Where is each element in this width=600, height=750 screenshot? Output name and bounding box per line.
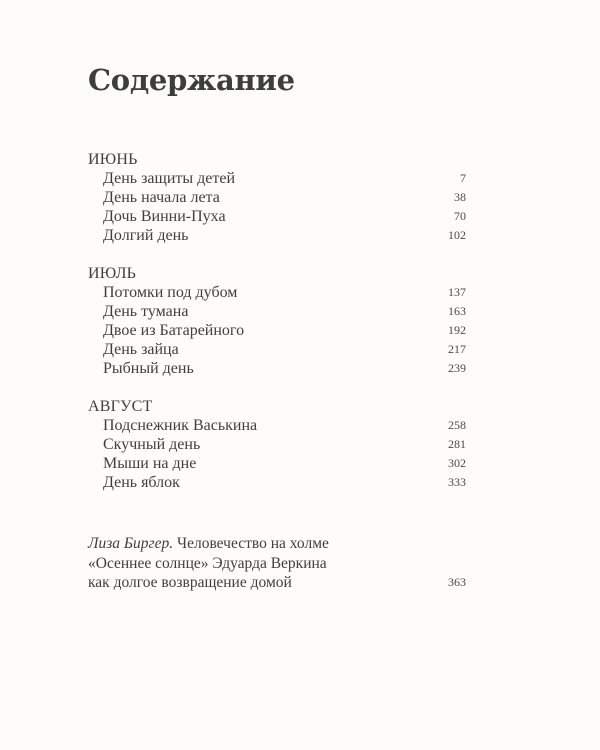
entry-page-number: 239 — [448, 361, 466, 375]
entry-title: Двое из Батарейного — [103, 322, 245, 339]
toc-entry[interactable] — [88, 188, 466, 207]
afterword-title-part: как долгое возвращение домой — [88, 574, 292, 591]
toc-afterword-entry[interactable] — [88, 534, 466, 593]
afterword-author: Лиза Биргер. — [88, 535, 174, 552]
entry-page-number: 163 — [448, 304, 466, 318]
toc-entry[interactable] — [88, 302, 466, 321]
toc-entry[interactable] — [88, 435, 466, 454]
section-heading: АВГУСТ — [88, 398, 153, 415]
entry-title: Рыбный день — [103, 360, 194, 377]
entry-page-number: 70 — [454, 209, 466, 223]
afterword-title-part: Человечество на холме — [177, 535, 329, 552]
entry-title: Мыши на дне — [103, 455, 197, 472]
toc-section-august — [88, 397, 466, 492]
entry-title: День начала лета — [103, 189, 220, 206]
entry-title: Скучный день — [103, 436, 201, 453]
afterword-line — [88, 534, 466, 554]
toc-entry[interactable] — [88, 359, 466, 378]
toc-entry[interactable] — [88, 340, 466, 359]
entry-title: Дочь Винни-Пуха — [103, 208, 226, 225]
toc-section-june — [88, 150, 466, 245]
afterword-line — [88, 573, 466, 593]
toc-entry[interactable] — [88, 207, 466, 226]
toc-entry[interactable] — [88, 321, 466, 340]
section-heading: ИЮЛЬ — [88, 265, 137, 282]
entry-page-number: 217 — [448, 342, 466, 356]
page-title: Содержание — [88, 63, 295, 97]
entry-title: Долгий день — [103, 227, 189, 244]
entry-page-number: 281 — [448, 437, 466, 451]
entry-page-number: 258 — [448, 418, 466, 432]
entry-page-number: 7 — [460, 171, 466, 185]
afterword-page-number: 363 — [448, 575, 466, 589]
toc-entry[interactable] — [88, 416, 466, 435]
entry-title: День зайца — [103, 341, 179, 358]
toc-section-july — [88, 264, 466, 378]
entry-title: День тумана — [103, 303, 189, 320]
toc-entry[interactable] — [88, 169, 466, 188]
entry-page-number: 38 — [454, 190, 466, 204]
toc-entry[interactable] — [88, 454, 466, 473]
section-heading: ИЮНЬ — [88, 151, 138, 168]
afterword-title-part: «Осеннее солнце» Эдуарда Веркина — [88, 554, 327, 572]
toc-entry[interactable] — [88, 473, 466, 492]
toc-entry[interactable] — [88, 226, 466, 245]
entry-title: День яблок — [103, 474, 180, 491]
entry-title: Потомки под дубом — [103, 284, 238, 301]
toc-entry[interactable] — [88, 283, 466, 302]
entry-title: Подснежник Васькина — [103, 417, 258, 434]
entry-page-number: 102 — [448, 228, 466, 242]
afterword-line — [88, 554, 466, 574]
entry-title: День защиты детей — [103, 170, 236, 187]
entry-page-number: 333 — [448, 475, 466, 489]
entry-page-number: 137 — [448, 285, 466, 299]
entry-page-number: 192 — [448, 323, 466, 337]
entry-page-number: 302 — [448, 456, 466, 470]
